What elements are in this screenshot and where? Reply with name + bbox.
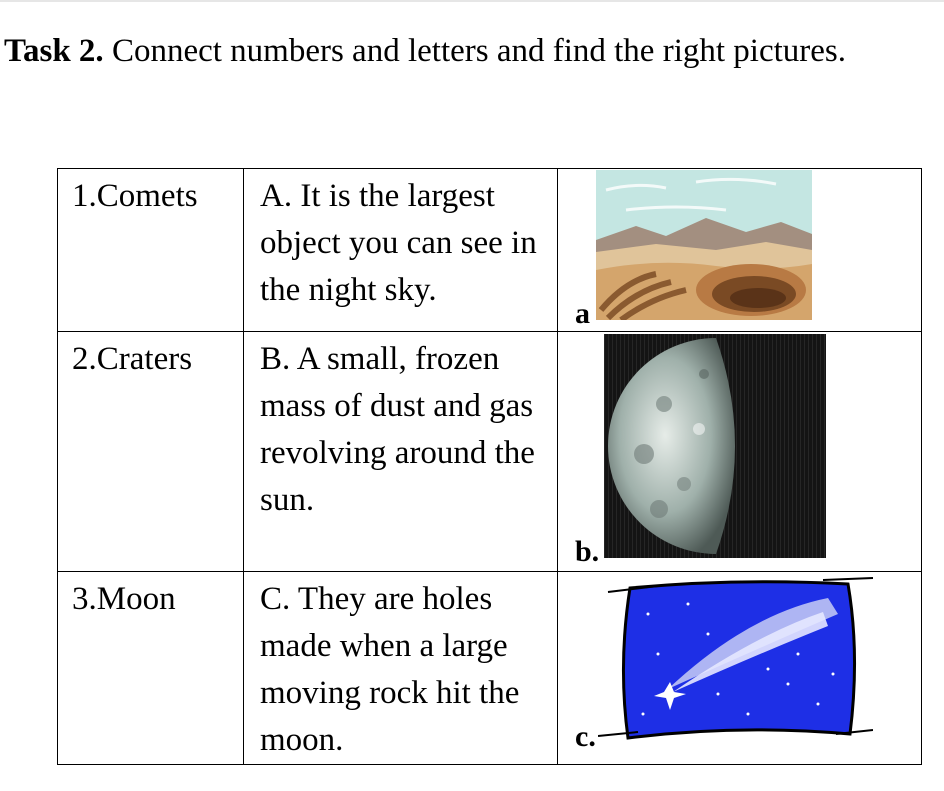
task-title — [4, 28, 934, 75]
table-row — [58, 332, 922, 572]
crescent-moon-picture — [604, 334, 826, 558]
comet-picture — [598, 574, 873, 750]
desert-crater-picture — [596, 170, 812, 320]
term-cell — [58, 169, 244, 332]
picture-letter-c: c. — [575, 720, 596, 753]
definition-cell — [244, 169, 558, 332]
term-moon: 3.Moon — [72, 581, 176, 617]
picture-cell — [558, 572, 922, 765]
definition-cell — [244, 332, 558, 572]
term-craters: 2.Craters — [72, 341, 193, 377]
picture-cell — [558, 169, 922, 332]
matching-table — [57, 168, 922, 765]
table-row — [58, 572, 922, 765]
picture-cell — [558, 332, 922, 572]
term-comets: 1.Comets — [72, 178, 198, 214]
task-title-text: Connect numbers and letters and find the right pictures. — [103, 33, 846, 69]
task-title-bold: Task 2. — [4, 33, 104, 69]
picture-letter-b: b. — [575, 535, 600, 568]
definition-c: C. They are holes made when a large moving rock hit the moon. — [260, 581, 520, 758]
term-cell — [58, 572, 244, 765]
definition-b: B. A small, frozen mass of dust and gas revolving around the sun. — [260, 341, 535, 518]
definition-cell — [244, 572, 558, 765]
definition-a: A. It is the largest object you can see in the night sky. — [260, 178, 537, 308]
picture-letter-a: a — [575, 297, 590, 330]
table-row — [58, 169, 922, 332]
top-divider — [0, 0, 944, 2]
term-cell — [58, 332, 244, 572]
